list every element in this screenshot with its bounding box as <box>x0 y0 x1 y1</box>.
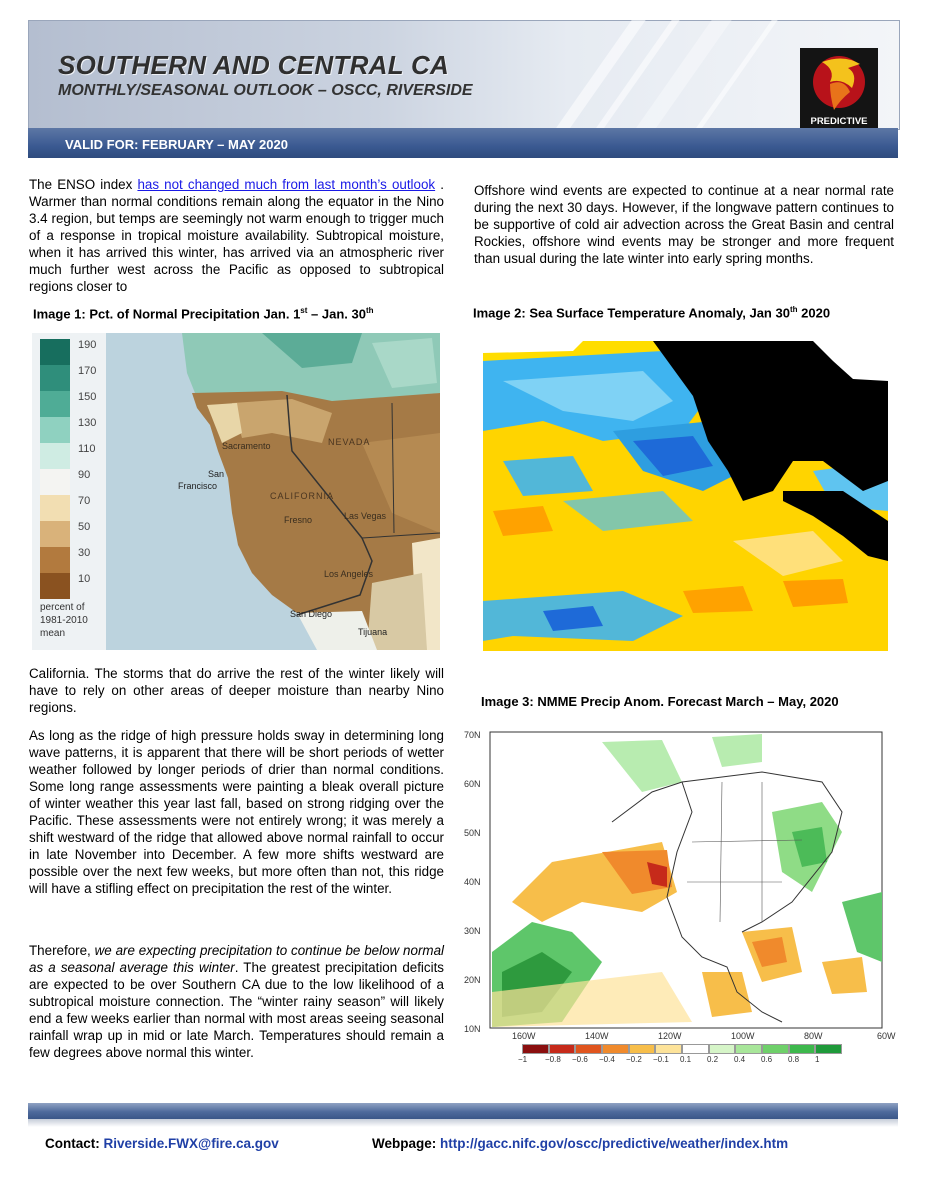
legend-swatch <box>40 417 97 443</box>
scale-label: 0.6 <box>761 1055 773 1064</box>
legend-swatch <box>40 521 91 547</box>
scale-label: −0.1 <box>653 1055 669 1064</box>
legend-swatch <box>40 495 91 521</box>
place-san-diego: San Diego <box>290 609 333 619</box>
precip-legend <box>40 339 97 599</box>
longitude-label: 120W <box>658 1031 682 1041</box>
scale-swatch <box>709 1044 736 1054</box>
page-title: SOUTHERN AND CENTRAL CA <box>58 50 450 80</box>
longitude-label: 100W <box>731 1031 755 1041</box>
scale-label: 1 <box>815 1055 820 1064</box>
intro-paragraph <box>29 176 444 295</box>
legend-value: 150 <box>78 391 97 403</box>
legend-value: 190 <box>78 339 97 351</box>
page-subtitle: MONTHLY/SEASONAL OUTLOOK – OSCC, RIVERSIDE <box>58 82 473 99</box>
scale-swatch <box>655 1044 682 1054</box>
scale-label: 0.1 <box>680 1055 692 1064</box>
sst-anomaly-image <box>483 341 888 651</box>
scale-swatch <box>815 1044 842 1054</box>
legend-swatch <box>40 339 97 365</box>
scale-label: 0.4 <box>734 1055 746 1064</box>
place-las-vegas: Las Vegas <box>344 511 387 521</box>
place-sacramento: Sacramento <box>222 441 271 451</box>
legend-value: 50 <box>78 521 91 533</box>
image1-caption: Image 1: Pct. of Normal Precipitation Jan. 1st – Jan. 30th <box>33 306 374 322</box>
legend-swatch <box>40 547 91 573</box>
webpage-label: Webpage: <box>372 1136 437 1151</box>
image3-caption: Image 3: NMME Precip Anom. Forecast March – May, 2020 <box>481 694 839 709</box>
contact-info <box>45 1136 279 1151</box>
webpage-info <box>372 1136 788 1151</box>
scale-swatch <box>629 1044 656 1054</box>
latitude-label: 50N <box>464 828 481 838</box>
ridge-paragraph: As long as the ridge of high pressure holds sway in determining long wave patterns, it is apparent that there will be short periods of wetter weather followed by longer periods of drier than normal conditions. Some long range assessments were painting a bleak overall picture of winter weather this year last fall, based on strong ridging over the Pacific. These assessments were not entirely wrong; it was merely a shift westward of the ridge that allowed above normal rainfall to occur in late November into December. A few more shifts westward are possible over the next few weeks, but more often than not, this ridge will have a stifling effect on precipitation the rest of the winter. <box>29 728 444 896</box>
storms-paragraph: California. The storms that do arrive the rest of the winter likely will have to rely on other areas of deeper moisture than nearby Nino regions. <box>29 666 444 715</box>
place-fresno: Fresno <box>284 515 313 525</box>
legend-value: 90 <box>78 469 91 481</box>
scale-swatch <box>682 1044 709 1054</box>
longitude-label: 140W <box>585 1031 609 1041</box>
place-los-angeles: Los Angeles <box>324 569 374 579</box>
scale-swatch <box>522 1044 549 1054</box>
scale-swatch <box>789 1044 816 1054</box>
footer-shadow <box>28 1119 898 1127</box>
conclusion-paragraph: Therefore, we are expecting precipitation to continue be below normal as a seasonal average this winter. The greatest precipitation deficits are expected to be over Southern CA due to the low likelihood of a subtropical moisture connection. The “winter rainy season” will likely end a few weeks earlier than normal with most areas seeing seasonal rainfall wrap up in mid or late March. Temperatures should remain a few degrees above normal this winter. <box>29 943 444 1060</box>
contact-label: Contact: <box>45 1136 100 1151</box>
legend-value: 30 <box>78 547 91 559</box>
legend-swatch <box>40 391 97 417</box>
longitude-label: 160W <box>512 1031 536 1041</box>
scale-swatch <box>602 1044 629 1054</box>
scale-label: −0.8 <box>545 1055 561 1064</box>
place-san: San <box>208 469 225 479</box>
scale-swatch <box>762 1044 789 1054</box>
place-nevada: NEVADA <box>328 437 371 447</box>
legend-value: 170 <box>78 365 97 377</box>
valid-period: VALID FOR: FEBRUARY – MAY 2020 <box>65 137 288 152</box>
precip-map-image <box>32 333 440 650</box>
scale-label: −0.6 <box>572 1055 588 1064</box>
scale-label: 0.8 <box>788 1055 800 1064</box>
scale-label: −0.2 <box>626 1055 642 1064</box>
scale-label: −0.4 <box>599 1055 615 1064</box>
latitude-label: 70N <box>464 730 481 740</box>
scale-swatch <box>575 1044 602 1054</box>
scale-label: −1 <box>518 1055 528 1064</box>
logo-line1: PREDICTIVE <box>810 116 868 127</box>
latitude-label: 30N <box>464 926 481 936</box>
footer-bar <box>28 1103 898 1119</box>
intro-text-b: . Warmer than normal conditions remain along the equator in the Nino 3.4 region, but temps are seemingly not warm enough to trigger much of a response in tropical moisture availability. Subtropical moisture, when it has arrived this winter, has arrived via an atmospheric river much further west across the Pacific as opposed to subtropical regions closer to <box>29 177 444 294</box>
intro-text-a: The ENSO index <box>29 177 138 192</box>
latitude-label: 60N <box>464 779 481 789</box>
precip-legend-note: percent of 1981-2010 mean <box>40 602 88 639</box>
longitude-label: 80W <box>804 1031 823 1041</box>
legend-value: 130 <box>78 417 97 429</box>
webpage-link[interactable]: http://gacc.nifc.gov/oscc/predictive/weather/index.htm <box>440 1136 789 1151</box>
legend-swatch <box>40 365 97 391</box>
contact-email-link[interactable]: Riverside.FWX@fire.ca.gov <box>103 1136 279 1151</box>
nmme-forecast-image <box>462 722 896 1067</box>
precip-anomaly-scale <box>522 1044 842 1054</box>
place-tijuana: Tijuana <box>358 627 388 637</box>
predictive-services-logo <box>800 48 878 140</box>
legend-value: 110 <box>78 443 96 455</box>
legend-swatch <box>40 573 91 599</box>
legend-swatch <box>40 443 96 469</box>
legend-value: 70 <box>78 495 91 507</box>
place-francisco: Francisco <box>178 481 218 491</box>
legend-swatch <box>40 469 91 495</box>
enso-outlook-link[interactable]: has not changed much from last month’s outlook <box>137 177 436 192</box>
latitude-label: 40N <box>464 877 481 887</box>
forecast-emphasis: we are expecting precipitation to continue be below normal as a seasonal average this winter <box>29 943 444 975</box>
longitude-label: 60W <box>877 1031 896 1041</box>
legend-value: 10 <box>78 573 91 585</box>
offshore-wind-paragraph: Offshore wind events are expected to continue at a near normal rate during the next 30 days. However, if the longwave pattern continues to be supportive of cold air advection across the Great Basin and central Rockies, offshore wind events may be stronger and more frequent than usual during the late winter into early spring months. <box>474 183 894 266</box>
latitude-label: 20N <box>464 975 481 985</box>
place-california: CALIFORNIA <box>270 491 335 501</box>
scale-label: 0.2 <box>707 1055 719 1064</box>
scale-swatch <box>549 1044 576 1054</box>
scale-swatch <box>735 1044 762 1054</box>
latitude-label: 10N <box>464 1024 481 1034</box>
image2-caption: Image 2: Sea Surface Temperature Anomaly, Jan 30th 2020 <box>473 305 831 321</box>
